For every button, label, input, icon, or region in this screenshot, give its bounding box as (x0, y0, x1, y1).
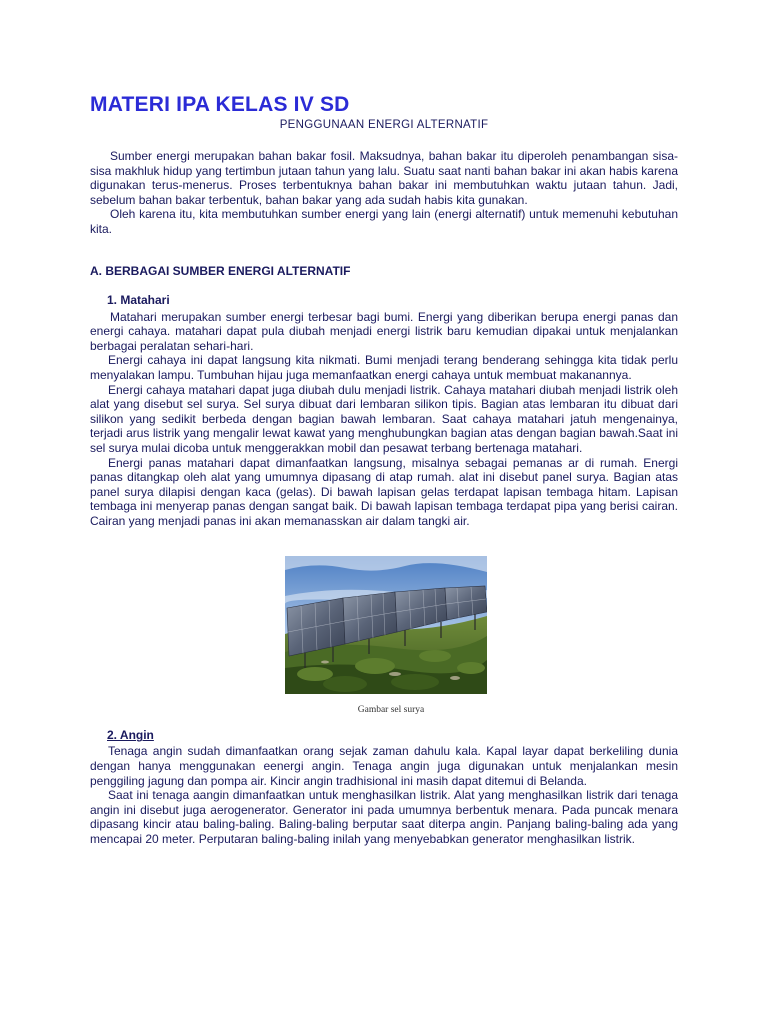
matahari-heading: 1. Matahari (107, 292, 170, 307)
angin-heading: 2. Angin (107, 728, 154, 743)
document-subtitle: PENGGUNAAN ENERGI ALTERNATIF (279, 119, 489, 131)
intro-paragraph-2: Oleh karena itu, kita membutuhkan sumber energi yang lain (energi alternatif) untuk memenuhi kebutuhan kita. (90, 207, 678, 236)
document-title: MATERI IPA KELAS IV SD (90, 93, 350, 116)
figure-caption: Gambar sel surya (357, 705, 425, 716)
matahari-paragraph-3: Energi cahaya matahari dapat juga diubah dulu menjadi listrik. Cahaya matahari diubah menjadi listrik oleh alat yang disebut sel surya. Sel surya dibuat dari lembaran silikon tipis. Bagian atas lembaran itu dibuat dari silikon yang sedikit berbeda dengan bagian bawah lembaran. Saat cahaya matahari jatuh mengenainya, terjadi arus listrik yang mengalir lewat kawat yang menghubungkan bagian atas dengan bagian bawah.Saat ini sel surya mulai dicoba untuk menggerakkan mobil dan pesawat terbang bertenaga matahari. (90, 382, 678, 455)
intro-paragraph-1: Sumber energi merupakan bahan bakar fosil. Maksudnya, bahan bakar itu diperoleh penambangan sisa-sisa makhluk hidup yang tertimbun jutaan tahun yang lalu. Suatu saat nanti bahan bakar ini akan habis karena digunakan terus-menerus. Proses terbentuknya bahan bakar ini membutuhkan waktu jutaan tahun. Jadi, sebelum bahan bakar terbentuk, bahan bakar yang ada sudah habis kita gunakan. (90, 149, 678, 207)
solar-panel-photo (285, 556, 487, 694)
angin-paragraph-1: Tenaga angin sudah dimanfaatkan orang sejak zaman dahulu kala. Kapal layar dapat berkeliling dunia dengan hanya menggunakan eenergi angin. Tenaga angin juga digunakan untuk menjalankan mesin penggiling jagung dan pompa air. Kincir angin tradhisional ini masih dapat ditemui di Belanda. (90, 744, 678, 788)
solar-panel-figure (90, 556, 678, 716)
section-a-heading: A. BERBAGAI SUMBER ENERGI ALTERNATIF (90, 263, 351, 278)
matahari-paragraph-4: Energi panas matahari dapat dimanfaatkan langsung, misalnya sebagai pemanas ar di rumah. Energi panas ditangkap oleh alat yang umumnya dipasang di atap rumah. alat ini disebut panel surya. Bagian atas panel surya dilapisi dengan kaca (gelas). Di bawah lapisan gelas terdapat lapisan tembaga hitam. Lapisan tembaga ini menyerap panas dengan sangat baik. Di bawah lapisan tembaga terdapat pipa yang berisi cairan. Cairan yang menjadi panas ini akan memanasskan air dalam tangki air. (90, 455, 678, 528)
matahari-paragraph-1: Matahari merupakan sumber energi terbesar bagi bumi. Energi yang diberikan berupa energi panas dan energi cahaya. matahari dapat pula diubah menjadi energi listrik baru kemudian dipakai untuk menjalankan berbagai peralatan sehari-hari. (90, 309, 678, 353)
document-page (90, 92, 678, 847)
matahari-paragraph-2: Energi cahaya ini dapat langsung kita nikmati. Bumi menjadi terang benderang sehingga kita tidak perlu menyalakan lampu. Tumbuhan hijau juga memanfaatkan energi cahaya untuk membuat makanannya. (90, 353, 678, 382)
angin-paragraph-2: Saat ini tenaga aangin dimanfaatkan untuk menghasilkan listrik. Alat yang menghasilkan listrik dari tenaga angin ini disebut juga aerogenerator. Generator ini pada umumnya berbentuk menara. Pada puncak menara dipasang kincir atau baling-baling. Baling-baling berputar saat diterpa angin. Panjang baling-baling ada yang mencapai 20 meter. Perputaran baling-baling inilah yang menyebabkan generator menghasilkan listrik. (90, 788, 678, 847)
